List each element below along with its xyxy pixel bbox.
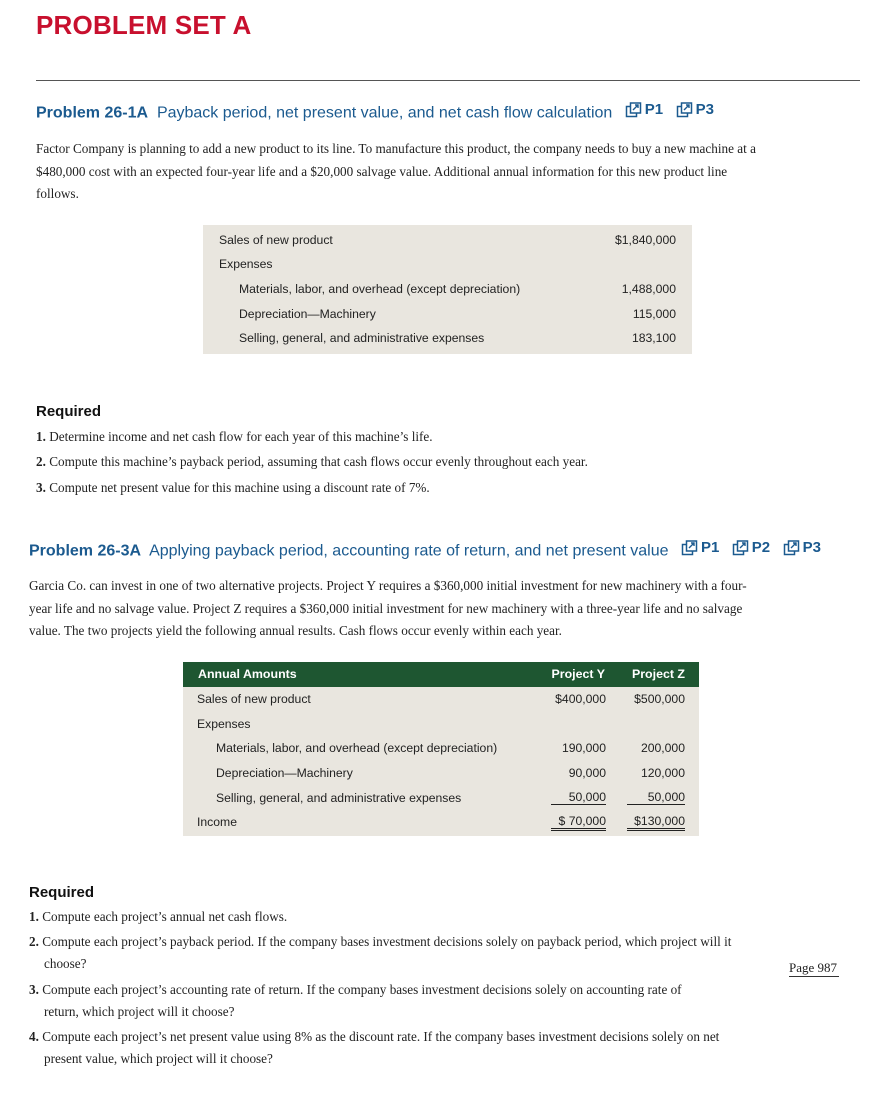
item-text: Compute each project’s annual net cash flows. [42,909,288,924]
required-heading: Required [29,884,95,901]
item-text: Compute each project’s payback period. If the company bases investment decisions solely on payback period, which project will it [42,934,732,949]
problem-number: Problem 26-3A [29,542,142,560]
table-row-label: Expenses [197,717,251,731]
table-cell-value: 183,100 [631,331,676,345]
required-list [29,906,869,1074]
table-row-label: Income [197,815,237,829]
learning-objective-link[interactable] [783,539,821,556]
intro-line: year life and no salvage value. Project Z requires a $360,000 initial investment for new machinery with a three-year life and no salvage [29,600,743,616]
learning-objective-link[interactable] [681,539,719,556]
objective-label: P1 [644,101,664,118]
table-row-label: Sales of new product [197,692,311,706]
external-link-icon [732,540,749,556]
external-link-icon [783,540,800,556]
item-text: Determine income and net cash flow for each year of this machine’s life. [49,429,433,444]
item-text: choose? [44,956,87,971]
page-reference: Page 987 [789,960,838,975]
table-cell-value: 115,000 [632,307,676,321]
table-cell-y: $400,000 [555,692,606,706]
item-number: 1. [36,429,46,444]
problem-heading-26-3a [29,539,821,561]
intro-line: Garcia Co. can invest in one of two alternative projects. Project Y requires a $360,000 initial investment for new machinery with a four- [29,578,747,593]
required-item [29,1026,869,1074]
divider [36,80,860,81]
required-item [36,426,856,451]
header-project-y: Project Y [551,667,605,681]
intro-line: Factor Company is planning to add a new product to its line. To manufacture this product, the company needs to buy a new machine at a [36,141,756,156]
item-number: 2. [29,934,39,949]
table-row-label: Depreciation—Machinery [216,766,353,780]
objective-label: P3 [802,539,821,556]
problem-number: Problem 26-1A [36,104,149,122]
table-cell-value: 1,488,000 [621,282,676,296]
table-cell-y: 190,000 [561,741,606,755]
product-line-table [203,225,692,354]
problem-title: Applying payback period, accounting rate of return, and net present value [149,542,669,560]
item-number: 4. [29,1029,39,1044]
item-text: Compute net present value for this machine using a discount rate of 7%. [49,480,430,495]
objective-label: P1 [700,539,720,556]
problem-intro [29,575,864,643]
intro-line: follows. [36,186,79,201]
table-row-label: Expenses [219,257,273,271]
required-item [36,477,856,502]
learning-objective-link[interactable] [676,101,714,118]
problem-heading-26-1a [36,101,714,123]
intro-line: $480,000 cost with an expected four-year life and a $20,000 salvage value. Additional annual information for this new product line [36,163,728,179]
required-item [36,451,856,477]
learning-objective-link[interactable] [625,101,663,118]
table-cell-y: 50,000 [551,790,606,805]
required-heading: Required [36,403,102,420]
objective-label: P3 [695,101,714,118]
objective-label: P2 [751,539,771,556]
table-cell-z: $500,000 [634,692,685,706]
table-row-label: Sales of new product [219,233,333,247]
table-row-label: Selling, general, and administrative expenses [239,331,485,345]
required-item [29,906,869,931]
table-row-label: Selling, general, and administrative expenses [216,791,462,805]
external-link-icon [676,102,693,118]
table-cell-z: 200,000 [640,741,685,755]
table-row-label: Materials, labor, and overhead (except depreciation) [216,741,498,755]
item-text: Compute each project’s net present value using 8% as the discount rate. If the company bases investment decisions solely on net [42,1029,720,1044]
item-number: 3. [36,480,46,495]
item-text: return, which project will it choose? [44,1004,235,1019]
external-link-icon [625,102,642,118]
header-label: Annual Amounts [198,667,297,681]
table-cell-z: $130,000 [627,814,685,831]
item-text: present value, which project will it choose? [44,1051,273,1066]
table-cell-z: 120,000 [640,766,685,780]
table-header [183,662,699,687]
required-item [29,979,869,1026]
table-cell-y: 90,000 [568,766,606,780]
table-cell-value: $1,840,000 [615,233,676,247]
table-cell-z: 50,000 [627,790,685,805]
learning-objective-link[interactable] [732,539,770,556]
item-number: 1. [29,909,39,924]
problem-set-title: PROBLEM SET A [36,10,252,40]
item-number: 3. [29,982,39,997]
item-text: Compute each project’s accounting rate of return. If the company bases investment decisions solely on accounting rate of [42,982,682,997]
problem-title: Payback period, net present value, and net cash flow calculation [156,104,613,122]
table-row-label: Depreciation—Machinery [239,307,376,321]
required-list [36,426,856,502]
item-number: 2. [36,454,46,469]
item-text: Compute this machine’s payback period, assuming that cash flows occur evenly throughout each year. [49,454,588,469]
required-item [29,931,869,979]
external-link-icon [681,540,698,556]
intro-line: value. The two projects yield the following annual results. Cash flows occur evenly within each year. [29,623,562,638]
annual-amounts-table [183,662,699,836]
table-cell-y: $ 70,000 [551,814,606,831]
header-project-z: Project Z [631,667,685,681]
problem-intro [36,138,866,206]
table-row-label: Materials, labor, and overhead (except depreciation) [239,282,521,296]
